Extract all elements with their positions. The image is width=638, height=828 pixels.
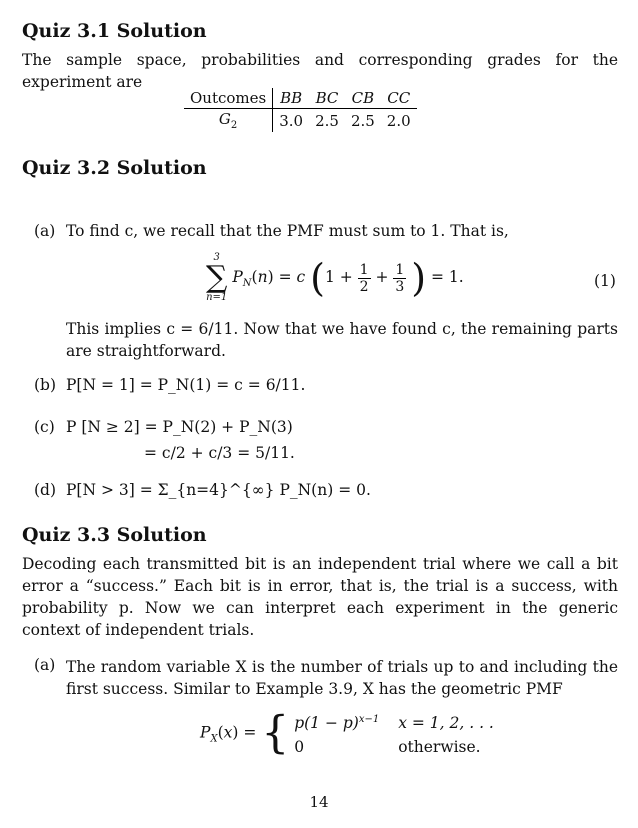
grade-cell: 2.5 bbox=[350, 111, 375, 130]
part-a-label: (a) bbox=[34, 222, 56, 240]
quiz-3-2-heading: Quiz 3.2 Solution bbox=[22, 157, 207, 179]
grades-table-header-row bbox=[184, 88, 417, 109]
part-c-line-1: P [N ≥ 2] = P_N(2) + P_N(3) bbox=[66, 418, 293, 436]
grade-cell: 3.0 bbox=[279, 111, 304, 130]
quiz-3-3-part-a-text: The random variable X is the number of trials up to and including the first success. Similar to Example 3.9, X has the geometric PMF bbox=[66, 658, 618, 698]
grade-label: $G_2$ bbox=[184, 109, 273, 133]
grade-cell: 2.5 bbox=[315, 111, 339, 130]
outcome-cell: CC bbox=[381, 88, 417, 109]
summation-symbol: 3 ∑ n=1 bbox=[206, 252, 228, 303]
part-c-label: (c) bbox=[34, 418, 55, 436]
part-c-line-2: = c/2 + c/3 = 5/11. bbox=[144, 444, 295, 462]
outcomes-label: Outcomes bbox=[184, 88, 273, 109]
pmf-cases: $p(1 - p)^{x-1}$ x = 1, 2, . . . 0 otherwise. bbox=[294, 714, 494, 757]
quiz-3-3-part-a-label: (a) bbox=[34, 656, 56, 674]
cases-brace: { bbox=[261, 707, 290, 759]
outcome-cell: BC bbox=[309, 88, 345, 109]
part-d-label: (d) bbox=[34, 481, 57, 499]
outcome-cell: CB bbox=[345, 88, 381, 109]
geometric-pmf-equation: $P_X(x)$ = { $p(1 - p)^{x-1}$ x = 1, 2, . . . 0 otherwise. bbox=[200, 707, 494, 759]
equation-number: (1) bbox=[594, 272, 616, 290]
part-b-text: P[N = 1] = P_N(1) = c = 6/11. bbox=[66, 376, 306, 394]
part-a-text: To find c, we recall that the PMF must sum to 1. That is, bbox=[66, 222, 509, 240]
part-a-conclusion: This implies c = 6/11. Now that we have found c, the remaining parts are straightforward. bbox=[66, 320, 618, 360]
part-b-label: (b) bbox=[34, 376, 57, 394]
part-d-text: P[N > 3] = Σ_{n=4}^{∞} P_N(n) = 0. bbox=[66, 481, 371, 499]
grade-cell: 2.0 bbox=[386, 111, 411, 130]
quiz-3-3-intro: Decoding each transmitted bit is an independent trial where we call a bit error a “success.” Each bit is in error, that is, the trial is a success, with probability p. Now we can interpret each experiment in the generic context of independent trials. bbox=[22, 555, 618, 639]
grades-table-wrapper bbox=[184, 88, 417, 132]
page-number: 14 bbox=[309, 793, 329, 811]
quiz-3-1-intro: The sample space, probabilities and corresponding grades for the experiment are bbox=[22, 51, 618, 91]
grades-table bbox=[184, 88, 417, 132]
quiz-3-3-heading: Quiz 3.3 Solution bbox=[22, 524, 207, 546]
grades-table-value-row bbox=[184, 109, 417, 133]
outcome-cell: BB bbox=[273, 88, 309, 109]
quiz-3-1-heading: Quiz 3.1 Solution bbox=[22, 20, 207, 42]
pmf-sum-equation: 3 ∑ n=1 $P_N(n) = c$ (1 + $\frac{1}{2}$ + $\frac{1}{3}$ ) = 1. bbox=[206, 252, 464, 303]
